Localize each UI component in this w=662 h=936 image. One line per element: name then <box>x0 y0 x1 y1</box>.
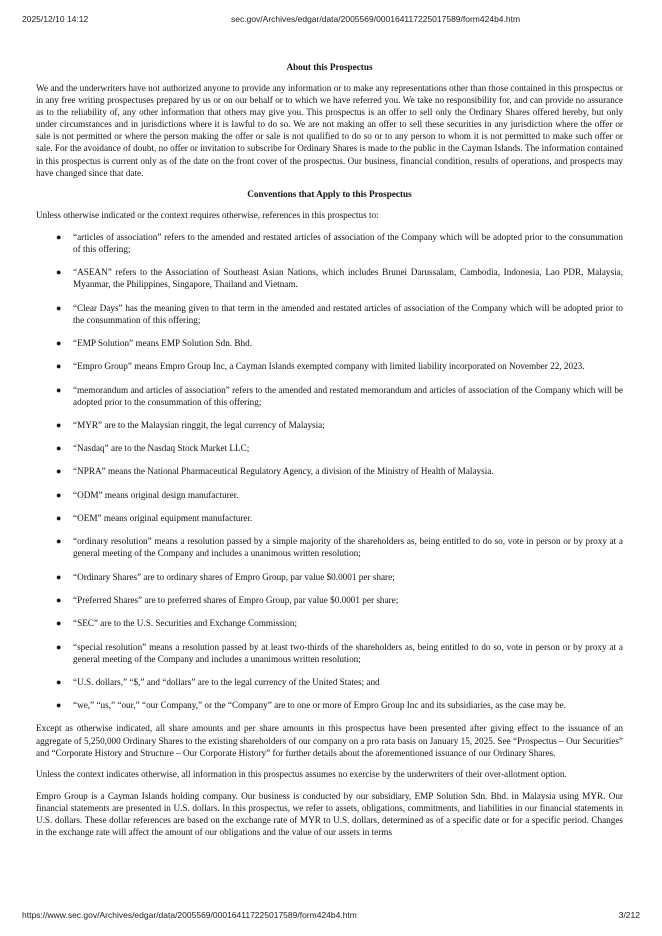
list-item <box>36 594 623 606</box>
list-item <box>36 535 623 559</box>
definition-text: “articles of association” refers to the amended and restated articles of association of the Company which will be adopted prior to the consummation of this offering; <box>73 231 623 254</box>
definition-text: “SEC” are to the U.S. Securities and Exchange Commission; <box>73 618 298 629</box>
list-item <box>36 266 623 290</box>
definition-text: “Clear Days” has the meaning given to that term in the amended and restated articles of association of the Company which will be adopted prior to the consummation of this offering; <box>73 302 623 325</box>
definition-text: “ODM” means original design manufacturer. <box>73 489 239 500</box>
print-header <box>0 14 662 28</box>
bullet-icon: ● <box>56 443 62 454</box>
bullet-icon: ● <box>56 641 62 652</box>
bullet-icon: ● <box>56 466 62 477</box>
bullet-icon: ● <box>56 337 62 348</box>
bullet-icon: ● <box>56 618 62 629</box>
list-item <box>36 489 623 501</box>
definition-text: “ASEAN” refers to the Association of Southeast Asian Nations, which includes Brunei Darussalam, Cambodia, Indonesia, Lao PDR, Malaysia, Myanmar, the Philippines, Singapore, Thailand and Vietnam. <box>73 267 623 290</box>
list-item <box>36 302 623 326</box>
list-item <box>36 571 623 583</box>
share-amounts-paragraph: Except as otherwise indicated, all share amounts and per share amounts in this prospectus have been presented after giving effect to the issuance of an aggregate of 5,250,000 Ordinary Shares to the existing shareholders of our company on a pro rata basis on January 15, 2025. See “Prospectus – Our Securities” and “Corporate History and Structure – Our Corporate History” for further details about the aforementioned issuance of our Ordinary Shares. <box>36 723 623 758</box>
bullet-icon: ● <box>56 231 62 242</box>
definition-text: “U.S. dollars,” “$,” and “dollars” are to the legal currency of the United States; and <box>73 676 380 687</box>
definitions-list <box>36 231 623 711</box>
over-allotment-paragraph: Unless the context indicates otherwise, all information in this prospectus assumes no exercise by the underwriters of their over-allotment option. <box>36 769 567 780</box>
print-header-url: sec.gov/Archives/edgar/data/2005569/000164117225017589/form424b4.htm <box>231 14 521 24</box>
list-item <box>36 465 623 477</box>
bullet-icon: ● <box>56 676 62 687</box>
currency-paragraph: Empro Group is a Cayman Islands holding company. Our business is conducted by our subsidiary, EMP Solution Sdn. Bhd. in Malaysia using MYR. Our financial statements are presented in U.S. dollars. In this prospectus, we refer to assets, obligations, commitments, and liabilities in our financial statements in U.S. dollars. These dollar references are based on the exchange rate of MYR to U.S. dollars, determined as of a specific date or for a specific period. Changes in the exchange rate will affect the amount of our obligations and the value of our assets in terms <box>36 790 623 838</box>
bullet-icon: ● <box>56 384 62 395</box>
definition-text: “we,” “us,” “our,” “our Company,” or the “Company” are to one or more of Empro Group Inc and its subsidiaries, as the case may be. <box>73 700 566 711</box>
list-item <box>36 337 623 349</box>
definition-text: “MYR” are to the Malaysian ringgit, the legal currency of Malaysia; <box>73 419 325 430</box>
list-item <box>36 641 623 665</box>
bullet-icon: ● <box>56 700 62 711</box>
list-item <box>36 676 623 688</box>
list-item <box>36 617 623 629</box>
page-indicator: 3/212 <box>618 910 640 920</box>
list-item <box>36 384 623 408</box>
bullet-icon: ● <box>56 361 62 372</box>
list-item <box>36 419 623 431</box>
conventions-intro: Unless otherwise indicated or the context requires otherwise, references in this prospectus to: <box>36 210 379 221</box>
list-item <box>36 442 623 454</box>
definition-text: “NPRA” means the National Pharmaceutical Regulatory Agency, a division of the Ministry of Health of Malaysia. <box>73 466 494 477</box>
bullet-icon: ● <box>56 489 62 500</box>
list-item <box>36 512 623 524</box>
bullet-icon: ● <box>56 594 62 605</box>
bullet-icon: ● <box>56 571 62 582</box>
print-timestamp: 2025/12/10 14:12 <box>22 14 89 24</box>
definition-text: “special resolution” means a resolution passed by at least two-thirds of the shareholders as, being entitled to do so, vote in person or by proxy at a general meeting of the Company and includes a unanimous written resolution; <box>73 641 623 664</box>
list-item <box>36 699 623 711</box>
bullet-icon: ● <box>56 419 62 430</box>
definition-text: “memorandum and articles of association” refers to the amended and restated memorandum and articles of association of the Company which will be adopted prior to the consummation of this offering; <box>73 384 623 407</box>
definition-text: “ordinary resolution” means a resolution passed by a simple majority of the shareholders as, being entitled to do so, vote in person or by proxy at a general meeting of the Company and includes a unanimous written resolution; <box>73 536 623 559</box>
bullet-icon: ● <box>56 302 62 313</box>
about-paragraph: We and the underwriters have not authorized anyone to provide any information or to make any representations other than those contained in this prospectus or in any free writing prospectuses prepared by us or on our behalf or to which we have referred you. We take no responsibility for, and can provide no assurance as to the reliability of, any other information that others may give you. This prospectus is an offer to sell only the Ordinary Shares offered hereby, but only under circumstances and in jurisdictions where it is lawful to do so. We are not making an offer to sell these securities in any jurisdiction where the offer or sale is not permitted or where the person making the offer or sale is not qualified to do so or to any person to whom it is not permitted to make such offer or sale. For the avoidance of doubt, no offer or invitation to subscribe for Ordinary Shares is made to the public in the Cayman Islands. The information contained in this prospectus is current only as of the date on the front cover of the prospectus. Our business, financial condition, results of operations, and prospects may have changed since that date. <box>36 83 623 178</box>
bullet-icon: ● <box>56 536 62 547</box>
definition-text: “Ordinary Shares” are to ordinary shares of Empro Group, par value $0.0001 per share; <box>73 571 395 582</box>
list-item <box>36 231 623 255</box>
definition-text: “Preferred Shares” are to preferred shares of Empro Group, par value $0.0001 per share; <box>73 594 399 605</box>
bullet-icon: ● <box>56 267 62 278</box>
print-footer <box>0 910 662 924</box>
section-title-conventions: Conventions that Apply to this Prospectus <box>247 189 412 200</box>
print-footer-url: https://www.sec.gov/Archives/edgar/data/2005569/000164117225017589/form424b4.htm <box>22 910 357 920</box>
definition-text: “Empro Group” means Empro Group Inc, a Cayman Islands exempted company with limited liability incorporated on November 22, 2023. <box>73 361 585 372</box>
definition-text: “EMP Solution” means EMP Solution Sdn. Bhd. <box>73 337 252 348</box>
definition-text: “OEM” means original equipment manufacturer. <box>73 513 253 524</box>
list-item <box>36 360 623 372</box>
bullet-icon: ● <box>56 513 62 524</box>
prospectus-page <box>36 61 623 848</box>
definition-text: “Nasdaq” are to the Nasdaq Stock Market LLC; <box>73 443 250 454</box>
section-title-about: About this Prospectus <box>286 62 373 72</box>
